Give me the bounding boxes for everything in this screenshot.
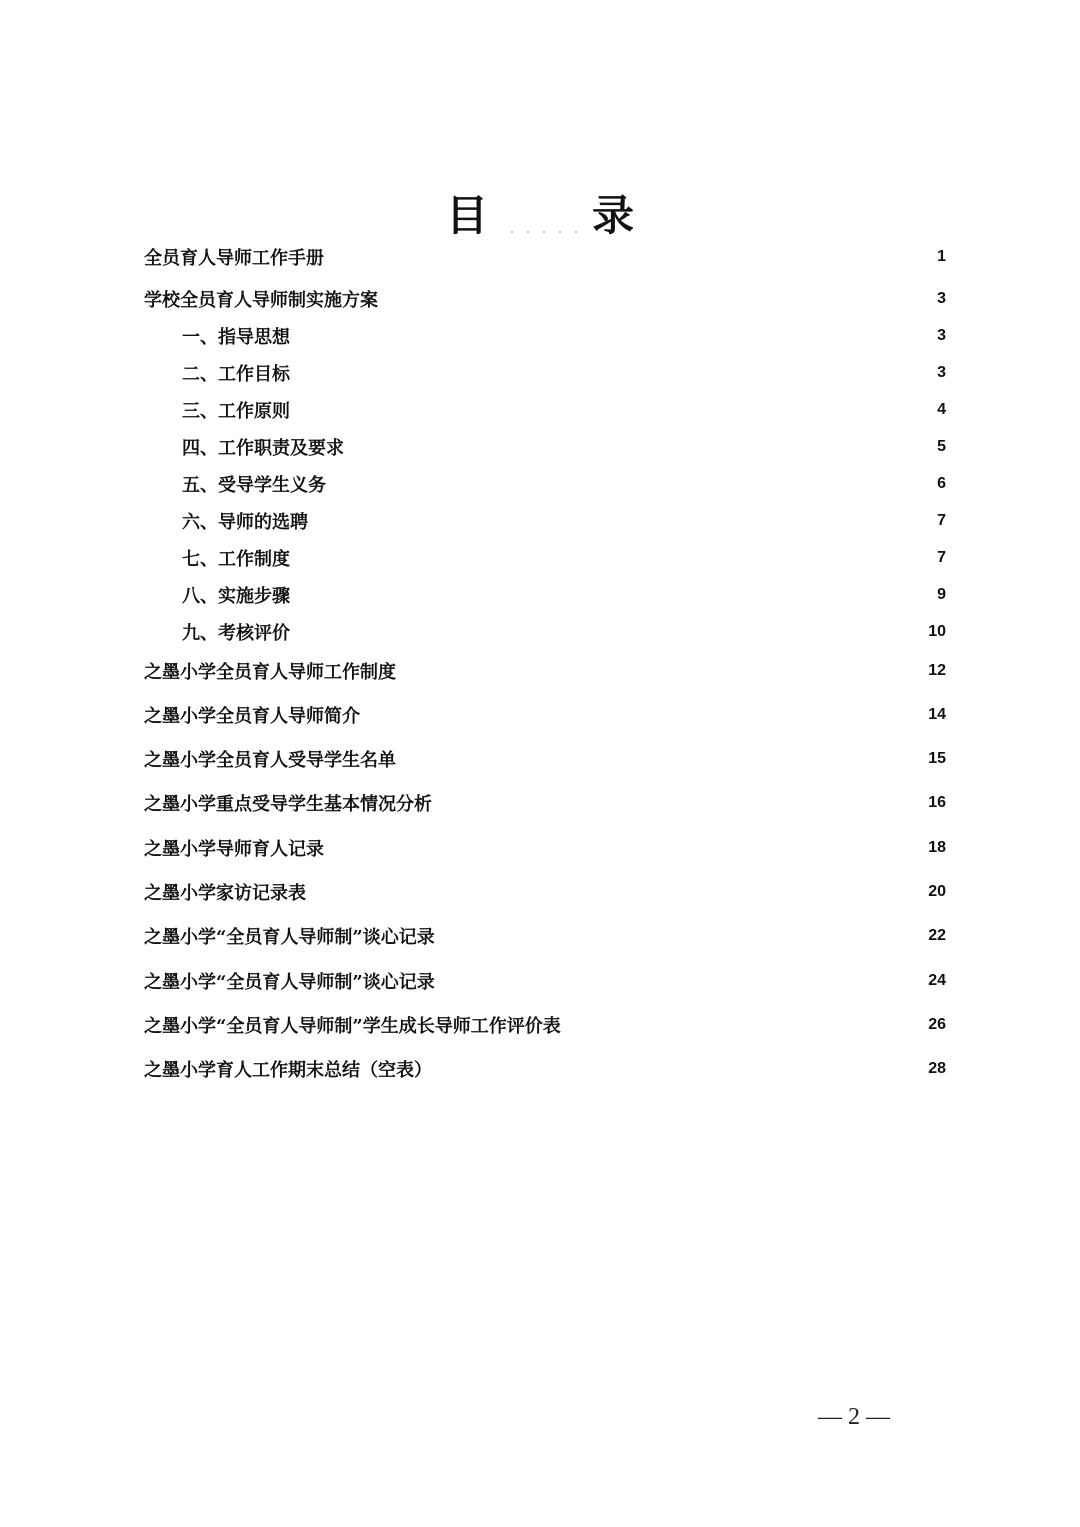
toc-entry[interactable] [144, 745, 946, 773]
toc-entry-page: 4 [937, 401, 946, 418]
toc-entry[interactable] [144, 657, 946, 685]
toc-entry[interactable] [144, 1055, 946, 1083]
toc-entry-page: 24 [928, 972, 946, 989]
toc-entry-page: 12 [928, 662, 946, 679]
title-dot-leader [500, 224, 580, 236]
toc-entry-page: 5 [937, 438, 946, 455]
toc-entry-page: 7 [937, 549, 946, 566]
toc-title-char-2: 录 [592, 191, 635, 240]
toc-entry-label: 之墨小学“全员育人导师制”谈心记录 [144, 927, 435, 948]
toc-entry[interactable] [144, 285, 946, 313]
toc-subentry[interactable] [144, 618, 946, 646]
toc-subentry[interactable] [144, 507, 946, 535]
toc-entry-label: 八、实施步骤 [182, 586, 290, 607]
toc-subentry[interactable] [144, 359, 946, 387]
toc-entry-label: 四、工作职责及要求 [182, 438, 344, 459]
toc-entry-page: 28 [928, 1060, 946, 1077]
toc-subentry[interactable] [144, 433, 946, 461]
toc-entry-label: 之墨小学“全员育人导师制”谈心记录 [144, 972, 435, 993]
toc-entry-page: 22 [928, 927, 946, 944]
toc-entry[interactable] [144, 789, 946, 817]
toc-title [0, 188, 1080, 244]
page-number-footer: — 2 — [818, 1404, 890, 1430]
toc-entry-page: 10 [928, 623, 946, 640]
toc-entry-label: 全员育人导师工作手册 [144, 248, 324, 269]
toc-entry-label: 一、指导思想 [182, 327, 290, 348]
toc-subentry[interactable] [144, 322, 946, 350]
toc-entry-label: 三、工作原则 [182, 401, 290, 422]
toc-entry-label: 之墨小学全员育人受导学生名单 [144, 750, 396, 771]
toc-entry[interactable] [144, 834, 946, 862]
toc-entry-page: 6 [937, 475, 946, 492]
toc-entry-label: 之墨小学导师育人记录 [144, 839, 324, 860]
toc-entry-page: 3 [937, 327, 946, 344]
toc-entry-page: 7 [937, 512, 946, 529]
toc-subentry[interactable] [144, 544, 946, 572]
toc-entry-label: 之墨小学“全员育人导师制”学生成长导师工作评价表 [144, 1016, 561, 1037]
toc-entry-page: 1 [937, 248, 946, 265]
toc-entry[interactable] [144, 243, 946, 271]
toc-entry[interactable] [144, 878, 946, 906]
toc-entry-label: 九、考核评价 [182, 623, 290, 644]
toc-entry-label: 之墨小学育人工作期末总结（空表） [144, 1060, 432, 1081]
toc-entry-page: 26 [928, 1016, 946, 1033]
toc-entry-page: 16 [928, 794, 946, 811]
toc-entry-label: 之墨小学全员育人导师简介 [144, 706, 360, 727]
toc-subentry[interactable] [144, 581, 946, 609]
toc-entry-label: 之墨小学家访记录表 [144, 883, 306, 904]
toc-entry[interactable] [144, 967, 946, 995]
toc-entry[interactable] [144, 1011, 946, 1039]
toc-entry-label: 六、导师的选聘 [182, 512, 308, 533]
toc-entry-label: 之墨小学重点受导学生基本情况分析 [144, 794, 432, 815]
toc-title-char-1: 目 [445, 191, 488, 240]
toc-entry-page: 14 [928, 706, 946, 723]
toc-subentry[interactable] [144, 396, 946, 424]
toc-entry-label: 学校全员育人导师制实施方案 [144, 290, 378, 311]
toc-subentry[interactable] [144, 470, 946, 498]
toc-entry-page: 3 [937, 364, 946, 381]
toc-entry-label: 五、受导学生义务 [182, 475, 326, 496]
toc-entry-page: 20 [928, 883, 946, 900]
toc-entry[interactable] [144, 922, 946, 950]
toc-entry-label: 之墨小学全员育人导师工作制度 [144, 662, 396, 683]
toc-entry-page: 9 [937, 586, 946, 603]
toc-entry[interactable] [144, 701, 946, 729]
toc-entry-label: 七、工作制度 [182, 549, 290, 570]
toc-entry-label: 二、工作目标 [182, 364, 290, 385]
toc-entry-page: 3 [937, 290, 946, 307]
toc-entry-page: 18 [928, 839, 946, 856]
toc-entry-page: 15 [928, 750, 946, 767]
